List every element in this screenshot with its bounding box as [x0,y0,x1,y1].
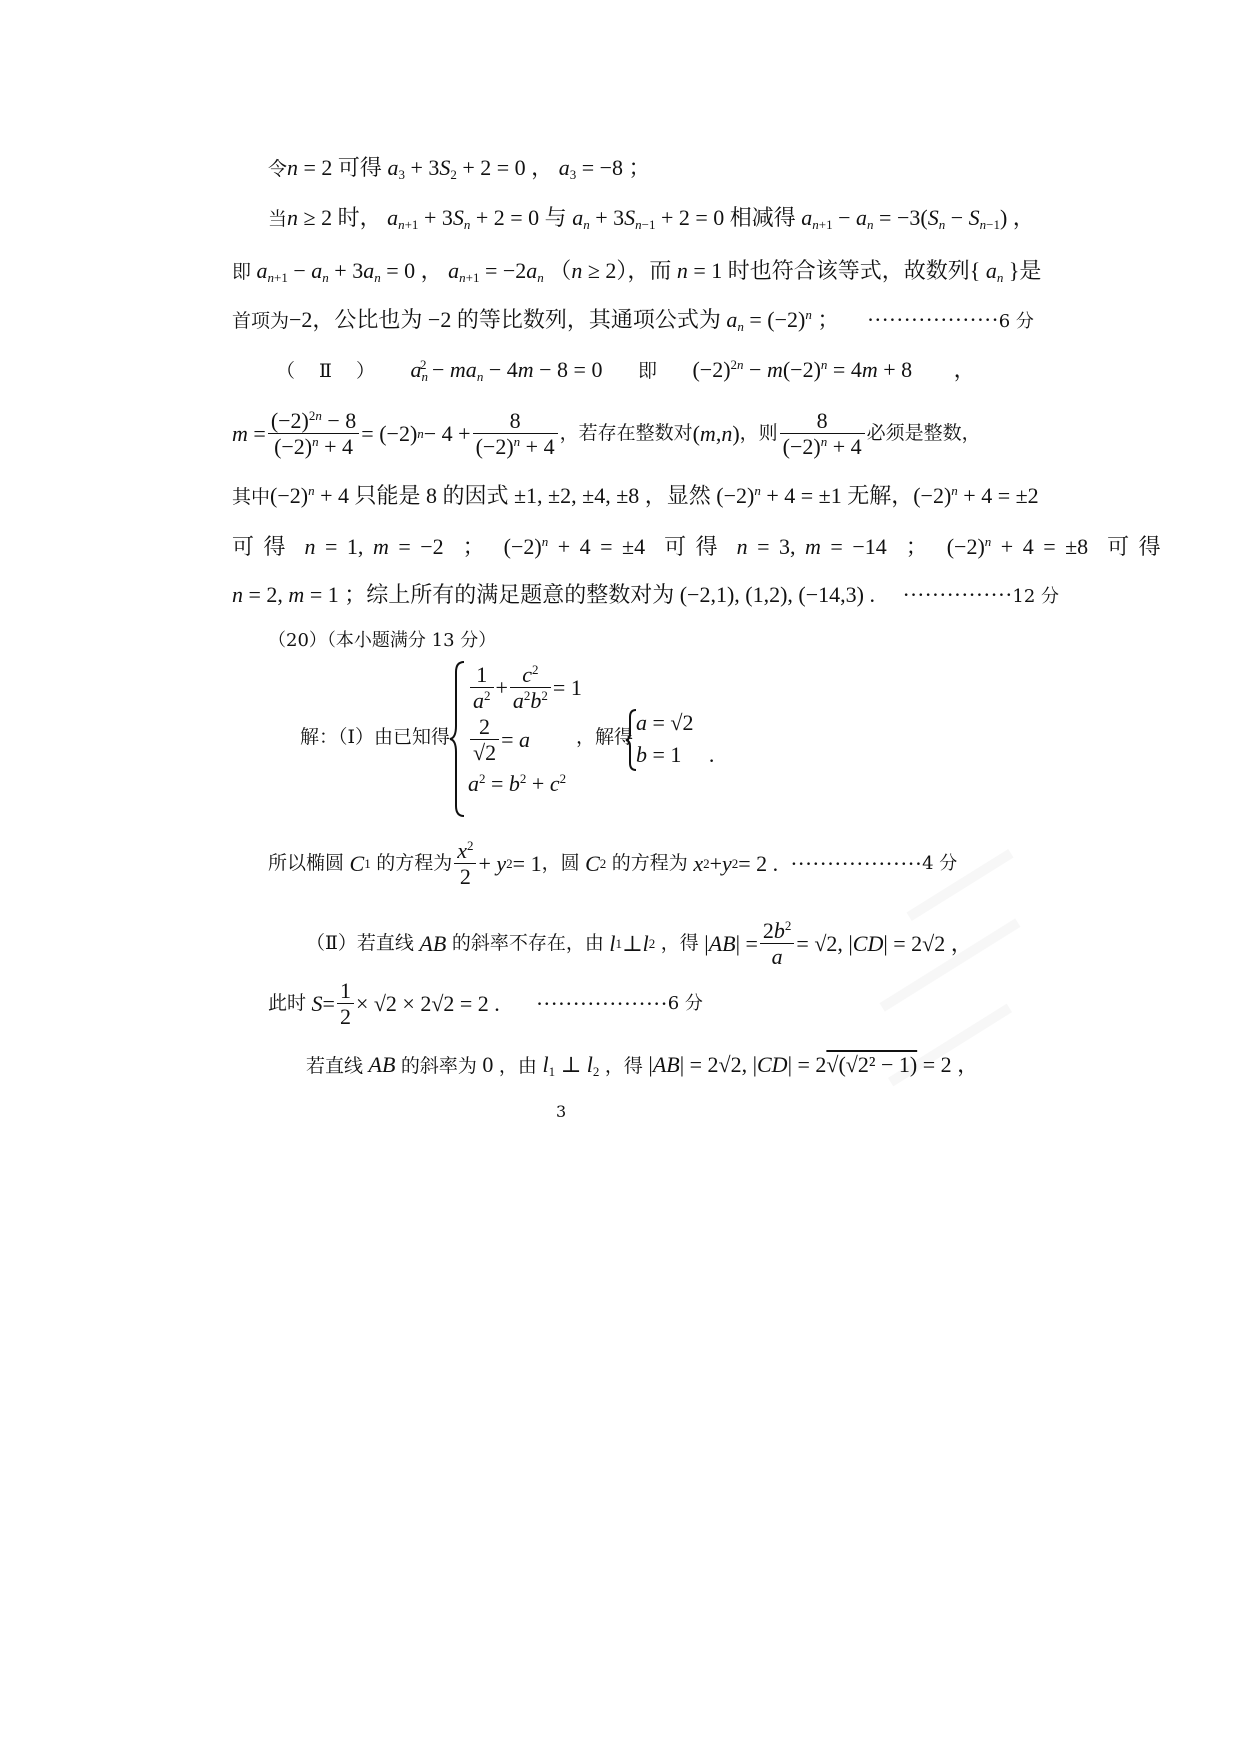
question-header: （20）（本小题满分 13 分） [268,630,497,651]
text-line: 可 得 n = 1, m = −2 ； $(-2)^n + 4 = \pm 4$ 可 得 n = 3, m = −14 ； $(-2)^n + 4 = \pm 8$ 可 得 [232,534,1161,559]
result-b: b = 1 . [636,742,715,767]
part-label: （ Ⅱ ） [276,360,375,382]
solve-result-label: ，解得 [576,726,634,748]
page-number: 3 [556,1102,567,1121]
score-label: 6 分 [667,992,703,1014]
text-line: 令n = 2 可得 $a_3 + 3S_2 + 2 = 0$ ， $a_3 = -8$ ； [268,155,651,182]
text-line: 此时 S = $\frac{1}{2}$ × √2 × 2√2 = 2 . ·················· 6 分 [268,978,703,1030]
text-line: 其中$(-2)^n + 4$ 只能是 8 的因式 ±1, ±2, ±4, ±8 ，显然 $(-2)^n + 4 = \pm 1$ 无解，$(-2)^n + 4 = \pm 2$ [232,483,1039,508]
text-line: 当n ≥ 2 时， $a_{n+1} + 3S_n + 2 = 0$ 与 $a_n + 3S_{n-1} + 2 = 0$ 相减得 $a_{n+1} - a_n = -3(S_n - S_{n-1})$ ， [268,205,1035,232]
equation-1: $\frac{1}{a^2}$ + $\frac{c^2}{a^2b^2}$ = 1 [468,662,582,714]
solve-label: 解：（Ⅰ）由已知得 [300,726,451,748]
fraction: $\frac{8}{(-2)^n + 4}$ [780,408,865,460]
score-label: 12 分 [1012,586,1060,607]
text-line: n = 2, m = 1 ；综上所有的满足题意的整数对为 (−2,1), (1,2), (−14,3) . ···············12 分 [232,582,1060,607]
text-line: 首项为−2，公比也为 −2 的等比数列，其通项公式为 $a_n = (-2)^n$ ； ··················6 分 [232,307,1034,334]
text-line: m = $\frac{(-2)^{2n} - 8}{(-2)^n + 4}$ = (−2) n − 4 + $\frac{8}{(-2)^n + 4}$ ，若存在整数对 ( m , n ) ，则 $\frac{8}{(-2)^n + 4}$ 必须是整数， [232,408,981,460]
fraction: $\frac{(-2)^{2n} - 8}{(-2)^n + 4}$ [268,408,359,460]
equation-2: $\frac{2}{√2}$ = a [468,714,530,766]
text-line: 若直线 AB 的斜率为 0 ，由 $l_1$ ⊥ $l_2$ ，得 |AB| = 2√2, |CD| = 2√(√2² − 1) = 2 ， [306,1052,980,1079]
text-line: （ Ⅱ ） $a_n^2 - ma_n - 4m - 8 = 0$ 即 $(-2)^{2n} - m(-2)^n = 4m + 8$ ， [276,357,976,384]
fraction: $\frac{8}{(-2)^n + 4}$ [473,408,558,460]
result-a: a = √2 [636,710,694,735]
text-line: 所以椭圆 C 1 的方程为 $\frac{x^2}{2}$ + y 2 = 1 ，圆 C 2 的方程为 x 2 + y 2 = 2 . ·················· 4 分 [268,838,958,890]
score-label: 4 分 [922,852,958,874]
text-line: （Ⅱ）若直线 AB 的斜率不存在，由 l 1 ⊥ l 2 ，得 | AB | = $\frac{2b^2}{a}$ = √2, | CD | = 2√2 ， [306,918,973,970]
equation-3: $a^2 = b^2 + c^2$ [468,771,567,796]
text-line: 即 $a_{n+1} - a_n + 3a_n = 0$ ， $a_{n+1} = -2a_n$ （n ≥ 2），而 n = 1 时也符合该等式，故数列{ $a_n$ }是 [232,258,1042,285]
left-brace [448,660,468,818]
score-label: 6 分 [998,311,1034,332]
